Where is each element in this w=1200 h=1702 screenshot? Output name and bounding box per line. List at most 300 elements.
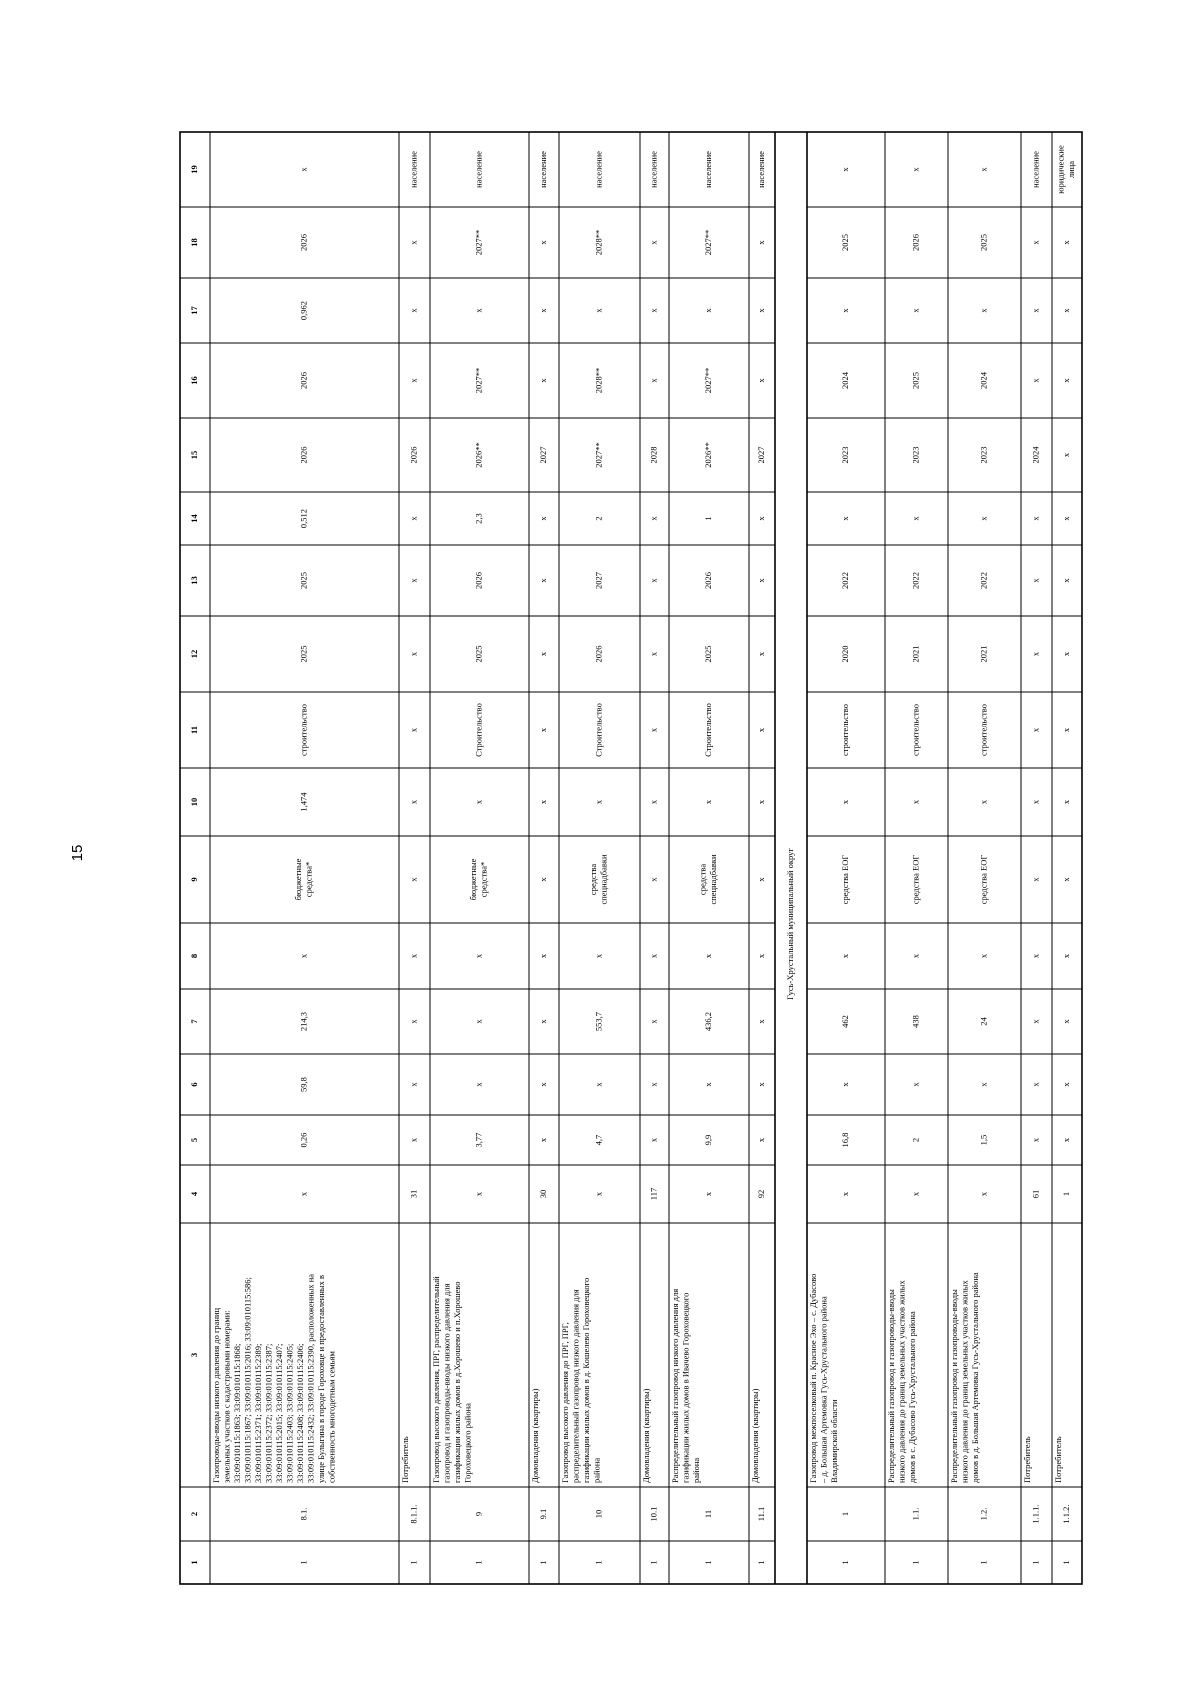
- table-row-c17: [648, 308, 658, 313]
- table-row-c3-text: 33:09:010115:2403; 33:09:010115:2405;: [284, 1343, 295, 1483]
- section-row-c5: [1030, 1137, 1040, 1142]
- table-row-c11-text: x: [537, 727, 548, 733]
- table-row-c17-text: x: [648, 308, 659, 313]
- table-row-c14-text: x: [755, 516, 766, 521]
- column-number: 13: [188, 576, 199, 585]
- section-row-c11-text: строительство: [978, 704, 989, 756]
- table-row-c3-text: района: [690, 1457, 701, 1483]
- section-row-c7-text: x: [1030, 1019, 1041, 1024]
- column-header: [189, 576, 199, 585]
- section-row-c15-text: 2023: [910, 446, 921, 464]
- table-row-c5-text: x: [537, 1137, 548, 1143]
- table-row-c18-text: x: [537, 240, 548, 245]
- section-row-c17: [1061, 308, 1071, 313]
- table-row-c12: [703, 646, 713, 663]
- table-row-c15: [593, 442, 603, 468]
- table-row-c16-text: 2027**: [702, 367, 713, 394]
- section-row-c7-text: 438: [910, 1015, 921, 1028]
- section-row-c9-text: средства ЕОГ: [978, 854, 989, 905]
- table-row-c3-text: Газопроводы-вводы низкого давления до границ: [210, 1307, 221, 1483]
- section-row-c9-text: x: [1030, 877, 1041, 882]
- table-row-c19: [408, 151, 418, 188]
- table-row-c17-text: x: [702, 308, 713, 313]
- section-row-c17: [840, 308, 850, 313]
- table-row-c17: [756, 308, 766, 313]
- table-row-c14-text: 0,512: [298, 508, 309, 529]
- table-row-c2-text: 10.1: [648, 1506, 659, 1522]
- section-row-c15-text: x: [1060, 452, 1071, 458]
- section-row-c9: [1030, 877, 1040, 882]
- column-number: 9: [188, 877, 199, 882]
- table-row-c9-text: средства: [697, 863, 708, 896]
- table-row-c16: [473, 368, 483, 394]
- section-row-c4: [1061, 1192, 1071, 1196]
- section-row-c1: [1061, 1560, 1071, 1564]
- table-row-c2-text: 9: [473, 1511, 484, 1517]
- table-row-c9: [648, 877, 658, 882]
- section-row-c13-text: x: [1060, 578, 1071, 583]
- table-row-c8: [473, 953, 483, 958]
- table-row-c16-text: 2028**: [593, 367, 604, 394]
- column-number: 10: [188, 797, 199, 807]
- table-row-c12: [648, 651, 658, 656]
- section-row-c2-text: 1.1.1.: [1030, 1504, 1041, 1524]
- column-header: [189, 1019, 199, 1024]
- table-row-c14-text: 2,3: [473, 513, 484, 524]
- table-row-c14: [538, 516, 548, 521]
- section-row-c13-text: 2022: [839, 572, 850, 589]
- table-row-c9: [468, 858, 489, 900]
- table-row-c1-text: 1: [298, 1560, 309, 1565]
- section-row-c12: [910, 646, 920, 663]
- table-row-c16: [756, 378, 766, 383]
- table-row-c1: [756, 1560, 766, 1564]
- section-row-c2: [1061, 1504, 1071, 1523]
- section-row-c8: [910, 953, 920, 958]
- table-row-c12-text: 2025: [702, 645, 713, 663]
- section-row-c3: [1053, 1436, 1063, 1483]
- table-row-c9-text: x: [537, 877, 548, 882]
- table-row-c18: [593, 230, 603, 256]
- table-row-c2-text: 9.1: [537, 1508, 548, 1520]
- table-row-c2: [473, 1512, 483, 1516]
- section-row-c18: [840, 234, 850, 251]
- section-row-c6: [1030, 1082, 1040, 1087]
- table-row-c7: [408, 1019, 418, 1024]
- table-row-c14: [408, 516, 418, 521]
- section-row-c16-text: 2025: [910, 372, 921, 389]
- table-row-c3-text: газопровод и газопроводы-вводы низкого давления для: [441, 1283, 452, 1483]
- table-row-c3-text: Гороховецкого района: [462, 1403, 473, 1483]
- table-row-c2-text: 11.1: [755, 1506, 766, 1522]
- table-row-c4: [538, 1190, 548, 1199]
- table-row-c1: [648, 1560, 658, 1564]
- table-row-c15: [648, 447, 658, 464]
- column-number: 11: [188, 725, 199, 735]
- table-row-c13-text: x: [537, 578, 548, 583]
- section-row-c18-text: 2025: [839, 234, 850, 251]
- table-row-c3-text: района: [591, 1457, 602, 1483]
- section-row-c18-text: x: [1030, 240, 1041, 245]
- table-row-c10-text: x: [408, 799, 419, 805]
- section-row-c19-text: x: [910, 167, 921, 172]
- section-row-c11: [910, 704, 920, 756]
- table-row-c1-text: 1: [648, 1560, 659, 1565]
- section-row-c11-text: x: [1030, 727, 1041, 733]
- section-row-c19: [1030, 151, 1040, 188]
- table-row-c9-text: спецнадбавки: [708, 854, 719, 905]
- section-row-c16: [978, 371, 988, 389]
- table-row-c9: [588, 854, 609, 905]
- table-row-c16: [408, 378, 418, 383]
- section-row-c3-text: – д. Большая Артемовка Гусь-Хрустального района: [818, 1296, 829, 1483]
- table-row-c11: [756, 727, 766, 732]
- table-row-c19-text: население: [593, 151, 604, 188]
- table-row-c16-text: x: [537, 378, 548, 383]
- table-row-c2-text: 8.1.1.: [408, 1504, 419, 1524]
- table-row-c1: [408, 1560, 418, 1564]
- table-row-c16: [648, 378, 658, 383]
- table-row-c16-text: 2026: [298, 372, 309, 389]
- table-row-c11-text: x: [755, 727, 766, 733]
- table-row-c15: [538, 447, 548, 464]
- section-row-c10-text: x: [1030, 799, 1041, 805]
- section-row-c10-text: x: [1060, 799, 1071, 805]
- table-row-c16: [298, 372, 308, 389]
- table-row-c13: [703, 572, 713, 589]
- section-row-c3: [808, 1274, 839, 1484]
- table-row-c10: [703, 799, 713, 804]
- table-row-c13-text: 2026: [473, 572, 484, 589]
- table-row-c7: [593, 1012, 603, 1031]
- table-row-c3-text: 33:09:010115:2432; 33:09:010115:2390, расположенных на: [305, 1273, 316, 1483]
- table-row-c11: [648, 727, 658, 732]
- table-row-c15: [408, 447, 418, 464]
- table-row-c14: [473, 513, 483, 524]
- page-number: 15: [68, 844, 86, 862]
- table-row-c5-text: 9,9: [702, 1134, 713, 1146]
- table-row-c8-text: x: [473, 953, 484, 959]
- section-row-c19-text: юридические: [1055, 145, 1066, 194]
- section-row-c7: [978, 1017, 988, 1026]
- section-row-c3: [1022, 1436, 1032, 1483]
- section-row-c15: [910, 447, 920, 464]
- section-row-c4: [1030, 1190, 1040, 1199]
- section-row-c16: [1030, 378, 1040, 383]
- table-row-c6-text: x: [408, 1082, 419, 1087]
- column-header: [189, 306, 199, 315]
- table-row-c15: [756, 447, 766, 464]
- section-row-c5-text: 16,8: [839, 1132, 850, 1148]
- section-row-c18: [978, 234, 988, 251]
- table-row-c9: [408, 877, 418, 882]
- table-row-c4-text: 30: [537, 1189, 548, 1199]
- section-row-c7-text: 462: [839, 1015, 850, 1028]
- table-row-c13: [298, 572, 308, 589]
- section-row-c4-text: x: [839, 1191, 850, 1197]
- section-row-c12: [840, 646, 850, 663]
- section-row-c9: [1061, 877, 1071, 882]
- table-row-c15-text: 2026**: [473, 442, 484, 468]
- section-row-c8: [1061, 953, 1071, 958]
- section-row-c3-text: Газопровод межпоселковый п. Красное Эхо – с. Дубасово: [807, 1273, 818, 1483]
- table-row-c19: [593, 151, 603, 188]
- section-row-c10-text: x: [839, 799, 850, 805]
- table-row-c2: [408, 1504, 418, 1523]
- section-row-c19-text: население: [1030, 151, 1041, 188]
- table-row-c10-text: x: [702, 799, 713, 805]
- table-row-c16-text: 2027**: [473, 367, 484, 394]
- section-row-c12-text: x: [1060, 651, 1071, 657]
- section-row-c13-text: x: [1030, 578, 1041, 583]
- table-row-c8-text: x: [408, 953, 419, 959]
- column-number: 15: [188, 450, 199, 460]
- table-row-c7-text: 553,7: [593, 1011, 604, 1032]
- table-row-c3: [431, 1276, 473, 1483]
- table-row-c18-text: 2026: [298, 234, 309, 251]
- table-row-c6: [408, 1082, 418, 1087]
- table-row-c15-text: 2026: [408, 446, 419, 464]
- column-header: [189, 1082, 199, 1086]
- table-row-c8: [756, 953, 766, 958]
- table-row-c17: [703, 308, 713, 313]
- table-row-c9-text: бюджетные: [468, 858, 479, 901]
- section-row-c18: [910, 234, 920, 251]
- section-row-c3-text: Владимирской области: [828, 1399, 839, 1483]
- section-row-c7: [1061, 1019, 1071, 1024]
- table-row-c8-text: x: [593, 953, 604, 959]
- column-header: [189, 1138, 199, 1142]
- table-row-c12: [408, 651, 418, 656]
- section-row-c8-text: x: [1060, 953, 1071, 959]
- table-row-c17: [408, 308, 418, 313]
- section-row-c2: [910, 1508, 920, 1521]
- section-row-c12: [978, 646, 988, 663]
- table-row-c18: [703, 230, 713, 256]
- table-row-c19: [473, 151, 483, 188]
- table-row-c4: [408, 1190, 418, 1199]
- table-row-c1: [473, 1560, 483, 1564]
- table-row-c18: [648, 240, 658, 245]
- table-row-c5-text: x: [408, 1137, 419, 1143]
- section-row-c16-text: 2024: [839, 372, 850, 389]
- section-row-c14: [1061, 516, 1071, 521]
- section-row-c10-text: x: [978, 799, 989, 805]
- table-row-c2: [648, 1507, 658, 1522]
- table-row-c16-text: x: [755, 378, 766, 383]
- table-row-c9-text: x: [755, 877, 766, 882]
- table-row-c10-text: x: [755, 799, 766, 805]
- table-row-c11: [703, 703, 713, 757]
- table-row-c11-text: Строительство: [702, 703, 713, 757]
- table-row-c18-text: x: [648, 240, 659, 245]
- section-row-c9-text: x: [1060, 877, 1071, 882]
- table-row-c7: [756, 1019, 766, 1024]
- table-row-c11: [593, 703, 603, 757]
- table-row-c6: [593, 1082, 603, 1087]
- table-row-c1: [298, 1560, 308, 1564]
- table-row-c4: [756, 1190, 766, 1199]
- section-row-c14-text: x: [910, 516, 921, 521]
- section-row-c19-text: x: [839, 167, 850, 172]
- table-row-c6: [298, 1077, 308, 1092]
- section-row-c6: [840, 1082, 850, 1087]
- section-row-c3-text: Распределительный газопровод и газопроводы-вводы: [885, 1289, 896, 1483]
- section-row-c5: [978, 1135, 988, 1146]
- section-row-c1: [1030, 1560, 1040, 1564]
- table-row-c13: [756, 578, 766, 583]
- table-row-c6-text: 59,8: [298, 1077, 309, 1092]
- section-row-c1: [840, 1560, 850, 1564]
- table-row-c8: [593, 953, 603, 958]
- section-row-c3-text: Потребитель: [1052, 1436, 1063, 1483]
- section-row-c4-text: 1: [1060, 1191, 1071, 1197]
- table-row-c12: [473, 646, 483, 663]
- table-row-c3-text: улице Булыгина в городе Гороховце и предоставленных в: [315, 1275, 326, 1483]
- table-row-c13: [648, 578, 658, 583]
- table-row-c11: [538, 727, 548, 732]
- table-row-c19-text: население: [702, 151, 713, 188]
- column-header: [189, 877, 199, 881]
- table-row-c12-text: x: [537, 651, 548, 657]
- table-row-c2: [593, 1510, 603, 1519]
- section-row-c14: [978, 516, 988, 521]
- table-row-c17-text: x: [473, 308, 484, 313]
- section-row-c14-text: x: [1060, 516, 1071, 521]
- table-row-c14: [593, 516, 603, 520]
- table-row-c3-text: 33:09:010115:2371; 33:09:010115:2389;: [252, 1343, 263, 1483]
- table-row-c14-text: x: [408, 516, 419, 521]
- column-number: 2: [188, 1511, 199, 1517]
- table-row-c10-text: x: [648, 799, 659, 805]
- table-row-c4-text: x: [593, 1191, 604, 1197]
- section-row-c15: [1061, 452, 1071, 457]
- table-row-c6-text: x: [702, 1082, 713, 1087]
- table-row-c6: [703, 1082, 713, 1087]
- table-row-c2-text: 8.1.: [298, 1507, 309, 1521]
- data-table: [180, 132, 1082, 1584]
- section-row-c6-text: x: [1030, 1082, 1041, 1087]
- table-row-c3-text: 33:09:010115:2408; 33:09:010115:2406;: [294, 1343, 305, 1483]
- section-row-c12-text: 2020: [839, 645, 850, 663]
- table-row-c3: [400, 1436, 410, 1483]
- section-row-c16: [840, 371, 850, 389]
- table-row-c9-text: x: [408, 877, 419, 882]
- table-row-c13-text: x: [755, 578, 766, 583]
- section-row-c4-text: x: [910, 1191, 921, 1197]
- table-row-c4-text: 92: [755, 1189, 766, 1199]
- column-header: [189, 514, 199, 523]
- table-row-c18-text: 2027**: [702, 229, 713, 256]
- section-row-c9: [910, 855, 920, 905]
- table-row-c9: [293, 858, 314, 900]
- table-row-c1-text: 1: [755, 1560, 766, 1565]
- section-row-c6-text: x: [910, 1082, 921, 1087]
- table-row-c8: [648, 953, 658, 958]
- table-row-c2-text: 11: [702, 1509, 713, 1519]
- table-row-c15: [473, 442, 483, 468]
- table-row-c11: [298, 704, 308, 756]
- table-row-c2: [703, 1510, 713, 1518]
- section-row-c10: [978, 799, 988, 804]
- table-row-c5: [298, 1133, 308, 1148]
- table-row-c7: [298, 1012, 308, 1031]
- section-row-c6-text: x: [978, 1082, 989, 1087]
- table-row-c8: [538, 953, 548, 958]
- section-row-c4-text: 61: [1030, 1189, 1041, 1199]
- section-row-c17: [910, 308, 920, 313]
- column-number: 14: [188, 514, 199, 523]
- section-row-c15: [1030, 446, 1040, 464]
- table-row-c2: [298, 1508, 308, 1521]
- section-row-c9-text: средства ЕОГ: [910, 854, 921, 905]
- table-row-c6: [648, 1082, 658, 1087]
- section-row-c2: [1030, 1504, 1040, 1523]
- table-row-c16: [703, 368, 713, 394]
- table-row-c19-text: население: [473, 151, 484, 188]
- table-row-c16-text: x: [648, 378, 659, 383]
- table-row-c5-text: 3,77: [473, 1132, 484, 1148]
- table-row-c18-text: 2027**: [473, 229, 484, 256]
- table-row-c19: [703, 151, 713, 188]
- table-row-c19-text: население: [537, 151, 548, 188]
- section-row-c16: [910, 372, 920, 389]
- section-row-c15: [840, 447, 850, 464]
- table-row-c8-text: x: [298, 953, 309, 959]
- table-row-c3: [560, 1278, 602, 1483]
- section-row-c19: [978, 167, 988, 172]
- column-header: [189, 1353, 199, 1357]
- section-row-c10: [1030, 799, 1040, 804]
- column-header: [189, 650, 199, 659]
- table-row-c1-text: 1: [408, 1560, 419, 1565]
- section-row-c4: [978, 1191, 988, 1196]
- table-row-c6-text: x: [473, 1082, 484, 1087]
- section-row-c13: [1061, 578, 1071, 583]
- section-row-c1-text: 1: [1060, 1560, 1071, 1565]
- section-row-c16-text: x: [1060, 378, 1071, 383]
- table-row-c16-text: x: [408, 378, 419, 383]
- table-row-c2: [756, 1507, 766, 1522]
- table-row-c17-text: 0,962: [298, 300, 309, 321]
- table-row-c19: [756, 151, 766, 188]
- section-row-c10: [1061, 799, 1071, 804]
- table-row-c17-text: x: [593, 308, 604, 313]
- section-row-c19-text: лица: [1066, 160, 1077, 179]
- table-row-c10: [538, 799, 548, 804]
- section-row-c13: [978, 572, 988, 589]
- column-header: [189, 376, 199, 385]
- section-row-c1-text: 1: [1030, 1560, 1041, 1565]
- section-row-c2-text: 1: [839, 1511, 850, 1517]
- table-row-c1: [703, 1560, 713, 1564]
- table-row-c3-text: земельных участков с кадастровыми номерами:: [221, 1310, 232, 1483]
- section-row-c13: [840, 572, 850, 589]
- table-row-c12-text: 2025: [473, 645, 484, 663]
- section-row-c11: [840, 704, 850, 756]
- section-row-c14: [910, 516, 920, 521]
- table-row-c13: [593, 572, 603, 589]
- table-row-c18-text: x: [408, 240, 419, 245]
- table-row-c15-text: 2026**: [702, 442, 713, 468]
- table-row-c14-text: 2: [593, 516, 604, 521]
- section-row-c15: [978, 447, 988, 464]
- section-row-c9-text: средства ЕОГ: [839, 854, 850, 905]
- section-row-c2-text: 1.1.: [910, 1507, 921, 1521]
- table-row-c8: [703, 953, 713, 958]
- section-row-c17-text: x: [978, 308, 989, 313]
- table-row-c8-text: x: [755, 953, 766, 959]
